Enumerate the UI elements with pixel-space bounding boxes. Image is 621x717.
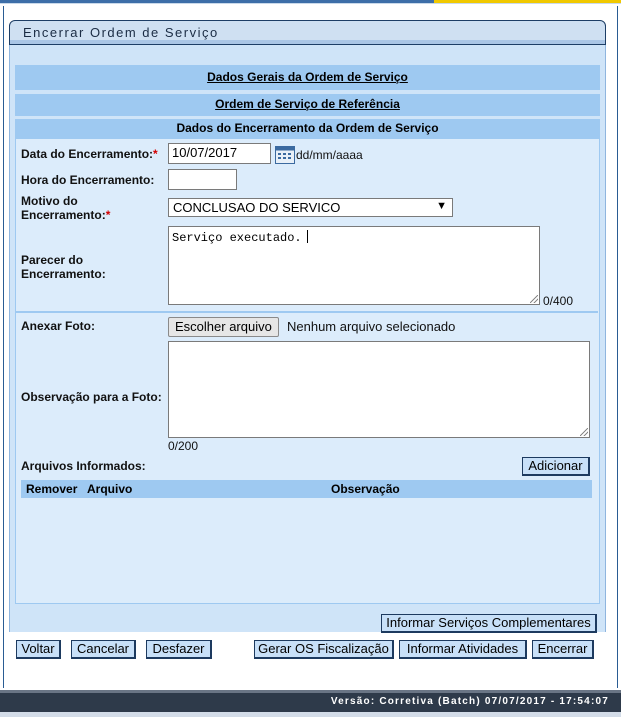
column-remove: Remover <box>26 482 78 496</box>
opinion-char-counter: 0/400 <box>543 294 574 308</box>
files-label: Arquivos Informados: <box>21 459 146 473</box>
choose-file-button[interactable]: Escolher arquivo <box>168 317 279 337</box>
window-title-bar <box>9 20 606 45</box>
required-mark: * <box>105 208 111 222</box>
section-general-data-link[interactable]: Dados Gerais da Ordem de Serviço <box>207 70 408 84</box>
section-general-data[interactable] <box>15 65 600 90</box>
undo-button[interactable]: Desfazer <box>146 640 212 659</box>
photo-label: Anexar Foto: <box>21 319 96 333</box>
photo-note-label: Observação para a Foto: <box>21 390 162 404</box>
column-file: Arquivo <box>87 482 133 496</box>
text-cursor <box>307 230 308 243</box>
photo-note-char-counter: 0/200 <box>168 439 199 453</box>
date-input[interactable] <box>168 143 271 164</box>
opinion-textarea[interactable] <box>168 226 540 305</box>
reason-label-line1: Motivo do <box>21 194 78 208</box>
no-file-selected-text: Nenhum arquivo selecionado <box>287 319 456 334</box>
section-reference-order-link[interactable]: Ordem de Serviço de Referência <box>215 97 400 111</box>
version-text: Versão: Corretiva (Batch) 07/07/2017 - 17:54:07 <box>330 696 609 707</box>
top-strip <box>0 0 621 4</box>
date-label-text: Data do Encerramento: <box>21 147 154 161</box>
resize-handle-icon[interactable] <box>530 295 538 303</box>
opinion-textarea-value: Serviço executado. <box>172 231 302 245</box>
required-mark: * <box>153 147 158 161</box>
time-label: Hora do Encerramento: <box>21 173 155 187</box>
opinion-label-line2: Encerramento: <box>21 267 106 281</box>
window-title: Encerrar Ordem de Serviço <box>23 25 219 40</box>
add-file-button[interactable]: Adicionar <box>522 457 590 476</box>
complementary-services-button[interactable]: Informar Serviços Complementares <box>381 614 597 633</box>
top-strip-blue <box>0 0 434 3</box>
section-reference-order[interactable] <box>15 94 600 116</box>
footer-bottom-line <box>0 712 621 717</box>
photo-note-textarea[interactable] <box>168 341 590 438</box>
opinion-label <box>21 253 106 281</box>
date-input-value: 10/07/2017 <box>172 145 238 160</box>
generate-inspection-button[interactable]: Gerar OS Fiscalização <box>254 640 394 659</box>
reason-label <box>21 194 110 222</box>
reason-select[interactable] <box>168 198 453 217</box>
cancel-button[interactable]: Cancelar <box>71 640 136 659</box>
calendar-icon[interactable] <box>275 145 295 164</box>
opinion-label-line1: Parecer do <box>21 253 84 267</box>
dropdown-arrow-icon: ▼ <box>436 200 447 212</box>
close-order-button[interactable]: Encerrar <box>532 640 594 659</box>
top-strip-yellow <box>434 0 621 3</box>
reason-select-value: CONCLUSAO DO SERVICO <box>173 200 341 215</box>
time-input[interactable] <box>168 169 237 190</box>
section-closing-data <box>15 119 600 139</box>
date-label <box>21 147 158 161</box>
resize-handle-icon[interactable] <box>580 428 588 436</box>
reason-label-line2: Encerramento: <box>21 208 106 222</box>
files-table-header <box>21 480 592 498</box>
back-button[interactable]: Voltar <box>16 640 61 659</box>
section-closing-data-title: Dados do Encerramento da Ordem de Serviço <box>176 121 439 135</box>
form-divider <box>15 311 598 313</box>
date-format-hint: dd/mm/aaaa <box>296 148 363 162</box>
footer-bar <box>0 690 621 712</box>
inform-activities-button[interactable]: Informar Atividades <box>399 640 527 659</box>
column-observation: Observação <box>331 482 400 496</box>
